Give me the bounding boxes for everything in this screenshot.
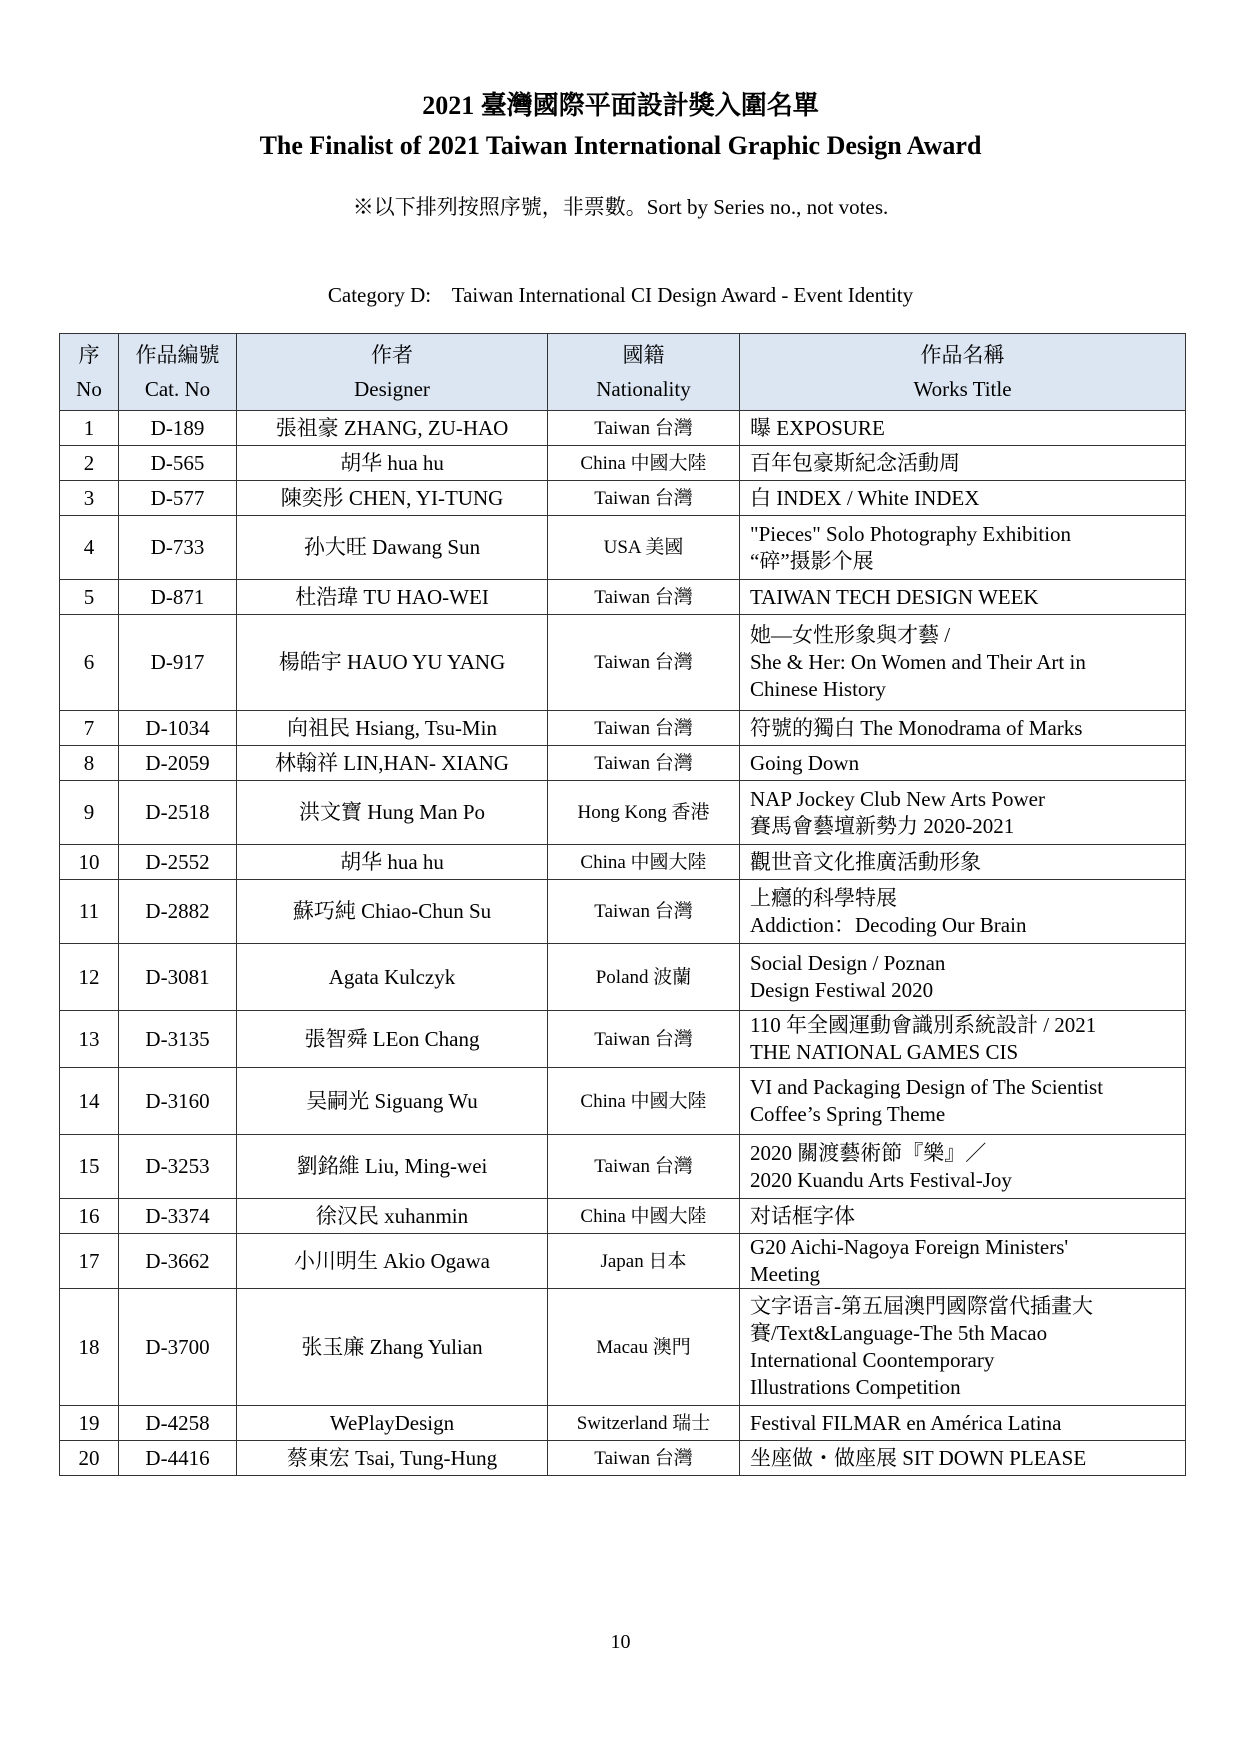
designer-name: 张玉廉 Zhang Yulian xyxy=(237,1289,548,1406)
works-title-line: NAP Jockey Club New Arts Power xyxy=(750,786,1045,811)
works-title xyxy=(740,516,1186,580)
works-title-line: 她—女性形象與才藝 / xyxy=(750,623,951,647)
works-title xyxy=(740,1135,1186,1199)
works-title-line: 賽/Text&Language-The 5th Macao xyxy=(750,1321,1048,1345)
nationality: Japan 日本 xyxy=(548,1234,740,1289)
row-number: 18 xyxy=(60,1289,119,1406)
row-number: 10 xyxy=(60,845,119,880)
designer-name: 林翰祥 LIN,HAN- XIANG xyxy=(237,746,548,781)
nationality: Hong Kong 香港 xyxy=(548,781,740,845)
table-row xyxy=(60,580,1186,615)
works-title xyxy=(740,1068,1186,1135)
row-number: 3 xyxy=(60,481,119,516)
works-title xyxy=(740,1441,1186,1476)
row-number: 17 xyxy=(60,1234,119,1289)
works-title-line: Chinese History xyxy=(750,677,886,701)
row-number: 16 xyxy=(60,1199,119,1234)
table-row xyxy=(60,845,1186,880)
designer-name: 向祖民 Hsiang, Tsu-Min xyxy=(237,711,548,746)
works-title xyxy=(740,615,1186,711)
catalog-number: D-3081 xyxy=(119,944,237,1011)
nationality: China 中國大陸 xyxy=(548,845,740,880)
designer-name: 蘇巧純 Chiao-Chun Su xyxy=(237,880,548,944)
nationality: Taiwan 台灣 xyxy=(548,746,740,781)
catalog-number: D-871 xyxy=(119,580,237,615)
nationality: Taiwan 台灣 xyxy=(548,1135,740,1199)
table-header-row xyxy=(60,334,1186,411)
row-number: 20 xyxy=(60,1441,119,1476)
works-title-line: She & Her: On Women and Their Art in xyxy=(750,650,1086,674)
nationality: Taiwan 台灣 xyxy=(548,1011,740,1068)
catalog-number: D-2882 xyxy=(119,880,237,944)
designer-name: 劉銘維 Liu, Ming-wei xyxy=(237,1135,548,1199)
table-row xyxy=(60,1135,1186,1199)
works-title-line: International Coontemporary xyxy=(750,1348,995,1372)
row-number: 14 xyxy=(60,1068,119,1135)
works-title-line: 賽馬會藝壇新勢力 2020-2021 xyxy=(750,813,1015,838)
works-title-line: 百年包豪斯紀念活動周 xyxy=(750,450,960,475)
page-number: 10 xyxy=(610,1631,631,1653)
row-number: 19 xyxy=(60,1406,119,1441)
catalog-number: D-2552 xyxy=(119,845,237,880)
designer-name: Agata Kulczyk xyxy=(237,944,548,1011)
works-title xyxy=(740,580,1186,615)
works-title xyxy=(740,1234,1186,1289)
table-row xyxy=(60,615,1186,711)
nationality: Taiwan 台灣 xyxy=(548,411,740,446)
row-number: 7 xyxy=(60,711,119,746)
column-header-cat: 作品編號 Cat. No xyxy=(119,334,237,411)
finalist-table xyxy=(59,333,1186,1476)
works-title-line: Meeting xyxy=(750,1262,820,1286)
table-row xyxy=(60,711,1186,746)
nationality: USA 美國 xyxy=(548,516,740,580)
row-number: 4 xyxy=(60,516,119,580)
row-number: 11 xyxy=(60,880,119,944)
works-title-line: VI and Packaging Design of The Scientist xyxy=(750,1075,1104,1099)
nationality: Taiwan 台灣 xyxy=(548,580,740,615)
nationality: China 中國大陸 xyxy=(548,1199,740,1234)
nationality: Poland 波蘭 xyxy=(548,944,740,1011)
nationality: Taiwan 台灣 xyxy=(548,711,740,746)
works-title-line: 觀世音文化推廣活動形象 xyxy=(750,849,981,874)
row-number: 2 xyxy=(60,446,119,481)
works-title-line: 2020 關渡藝術節『樂』／ xyxy=(750,1140,987,1165)
table-row xyxy=(60,1289,1186,1406)
catalog-number: D-4416 xyxy=(119,1441,237,1476)
table-row xyxy=(60,944,1186,1011)
page-title-chinese: 2021 臺灣國際平面設計獎入圍名單 xyxy=(422,91,819,120)
sort-note: ※以下排列按照序號，非票數。Sort by Series no., not votes. xyxy=(352,195,889,219)
category-heading: Category D: Taiwan International CI Design Award - Event Identity xyxy=(327,283,914,307)
works-title-line: Festival FILMAR en América Latina xyxy=(750,1410,1062,1435)
works-title-line: "Pieces" Solo Photography Exhibition xyxy=(750,521,1072,546)
designer-name: 胡华 hua hu xyxy=(237,446,548,481)
nationality: Taiwan 台灣 xyxy=(548,615,740,711)
works-title xyxy=(740,1199,1186,1234)
table-body xyxy=(60,411,1186,1476)
table-row xyxy=(60,1011,1186,1068)
works-title-line: THE NATIONAL GAMES CIS xyxy=(750,1040,1019,1064)
works-title-line: 上癮的科學特展 xyxy=(750,885,897,910)
designer-name: 徐汉民 xuhanmin xyxy=(237,1199,548,1234)
table-row xyxy=(60,411,1186,446)
works-title-line: Addiction：Decoding Our Brain xyxy=(750,912,1027,937)
table-row xyxy=(60,446,1186,481)
nationality: Macau 澳門 xyxy=(548,1289,740,1406)
works-title-line: Social Design / Poznan xyxy=(750,951,946,975)
catalog-number: D-1034 xyxy=(119,711,237,746)
row-number: 12 xyxy=(60,944,119,1011)
catalog-number: D-3374 xyxy=(119,1199,237,1234)
nationality: Taiwan 台灣 xyxy=(548,1441,740,1476)
designer-name: 孙大旺 Dawang Sun xyxy=(237,516,548,580)
works-title-line: 对话框字体 xyxy=(750,1203,855,1228)
works-title xyxy=(740,880,1186,944)
works-title-line: 曝 EXPOSURE xyxy=(750,415,885,440)
works-title-line: 2020 Kuandu Arts Festival-Joy xyxy=(750,1167,1012,1192)
table-row xyxy=(60,781,1186,845)
table-row xyxy=(60,1234,1186,1289)
row-number: 1 xyxy=(60,411,119,446)
designer-name: 吴嗣光 Siguang Wu xyxy=(237,1068,548,1135)
works-title xyxy=(740,781,1186,845)
works-title-line: Coffee’s Spring Theme xyxy=(750,1102,946,1126)
table-row xyxy=(60,516,1186,580)
row-number: 15 xyxy=(60,1135,119,1199)
nationality: China 中國大陸 xyxy=(548,446,740,481)
column-header-title: 作品名稱 Works Title xyxy=(740,334,1186,411)
works-title-line: Design Festiwal 2020 xyxy=(750,978,934,1002)
designer-name: 張祖豪 ZHANG, ZU-HAO xyxy=(237,411,548,446)
table-row xyxy=(60,1068,1186,1135)
works-title-line: 白 INDEX / White INDEX xyxy=(750,485,980,510)
works-title-line: Going Down xyxy=(750,750,860,775)
nationality: China 中國大陸 xyxy=(548,1068,740,1135)
works-title-line: 110 年全國運動會識別系統設計 / 2021 xyxy=(750,1013,1097,1037)
works-title xyxy=(740,446,1186,481)
table-row xyxy=(60,1441,1186,1476)
catalog-number: D-577 xyxy=(119,481,237,516)
column-header-nationality: 國籍 Nationality xyxy=(548,334,740,411)
works-title xyxy=(740,411,1186,446)
column-header-no: 序 No xyxy=(60,334,119,411)
catalog-number: D-3160 xyxy=(119,1068,237,1135)
works-title-line: 符號的獨白 The Monodrama of Marks xyxy=(750,715,1083,740)
table-row xyxy=(60,880,1186,944)
works-title xyxy=(740,1406,1186,1441)
works-title-line: “碎”摄影个展 xyxy=(750,548,874,573)
table-row xyxy=(60,746,1186,781)
catalog-number: D-2518 xyxy=(119,781,237,845)
nationality: Switzerland 瑞士 xyxy=(548,1406,740,1441)
designer-name: 小川明生 Akio Ogawa xyxy=(237,1234,548,1289)
works-title-line: TAIWAN TECH DESIGN WEEK xyxy=(750,584,1039,609)
designer-name: 洪文寶 Hung Man Po xyxy=(237,781,548,845)
catalog-number: D-3135 xyxy=(119,1011,237,1068)
catalog-number: D-3253 xyxy=(119,1135,237,1199)
works-title-line: 文字语言-第五屆澳門國際當代插畫大 xyxy=(750,1294,1093,1318)
works-title xyxy=(740,845,1186,880)
nationality: Taiwan 台灣 xyxy=(548,481,740,516)
row-number: 5 xyxy=(60,580,119,615)
works-title-line: G20 Aichi-Nagoya Foreign Ministers' xyxy=(750,1235,1069,1259)
nationality: Taiwan 台灣 xyxy=(548,880,740,944)
row-number: 6 xyxy=(60,615,119,711)
designer-name: 陳奕彤 CHEN, YI-TUNG xyxy=(237,481,548,516)
catalog-number: D-733 xyxy=(119,516,237,580)
catalog-number: D-4258 xyxy=(119,1406,237,1441)
catalog-number: D-3700 xyxy=(119,1289,237,1406)
catalog-number: D-3662 xyxy=(119,1234,237,1289)
page-title-english: The Finalist of 2021 Taiwan International Graphic Design Award xyxy=(259,131,982,160)
row-number: 13 xyxy=(60,1011,119,1068)
designer-name: 蔡東宏 Tsai, Tung-Hung xyxy=(237,1441,548,1476)
catalog-number: D-565 xyxy=(119,446,237,481)
designer-name: WePlayDesign xyxy=(237,1406,548,1441)
designer-name: 張智舜 LEon Chang xyxy=(237,1011,548,1068)
catalog-number: D-917 xyxy=(119,615,237,711)
designer-name: 杜浩瑋 TU HAO-WEI xyxy=(237,580,548,615)
works-title-line: 坐座做・做座展 SIT DOWN PLEASE xyxy=(750,1445,1087,1470)
table-row xyxy=(60,1199,1186,1234)
works-title-line: Illustrations Competition xyxy=(750,1375,961,1399)
designer-name: 胡华 hua hu xyxy=(237,845,548,880)
works-title xyxy=(740,746,1186,781)
works-title xyxy=(740,481,1186,516)
table-row xyxy=(60,481,1186,516)
catalog-number: D-2059 xyxy=(119,746,237,781)
catalog-number: D-189 xyxy=(119,411,237,446)
row-number: 8 xyxy=(60,746,119,781)
column-header-designer: 作者 Designer xyxy=(237,334,548,411)
works-title xyxy=(740,1289,1186,1406)
works-title xyxy=(740,711,1186,746)
works-title xyxy=(740,1011,1186,1068)
table-row xyxy=(60,1406,1186,1441)
works-title xyxy=(740,944,1186,1011)
designer-name: 楊皓宇 HAUO YU YANG xyxy=(237,615,548,711)
row-number: 9 xyxy=(60,781,119,845)
